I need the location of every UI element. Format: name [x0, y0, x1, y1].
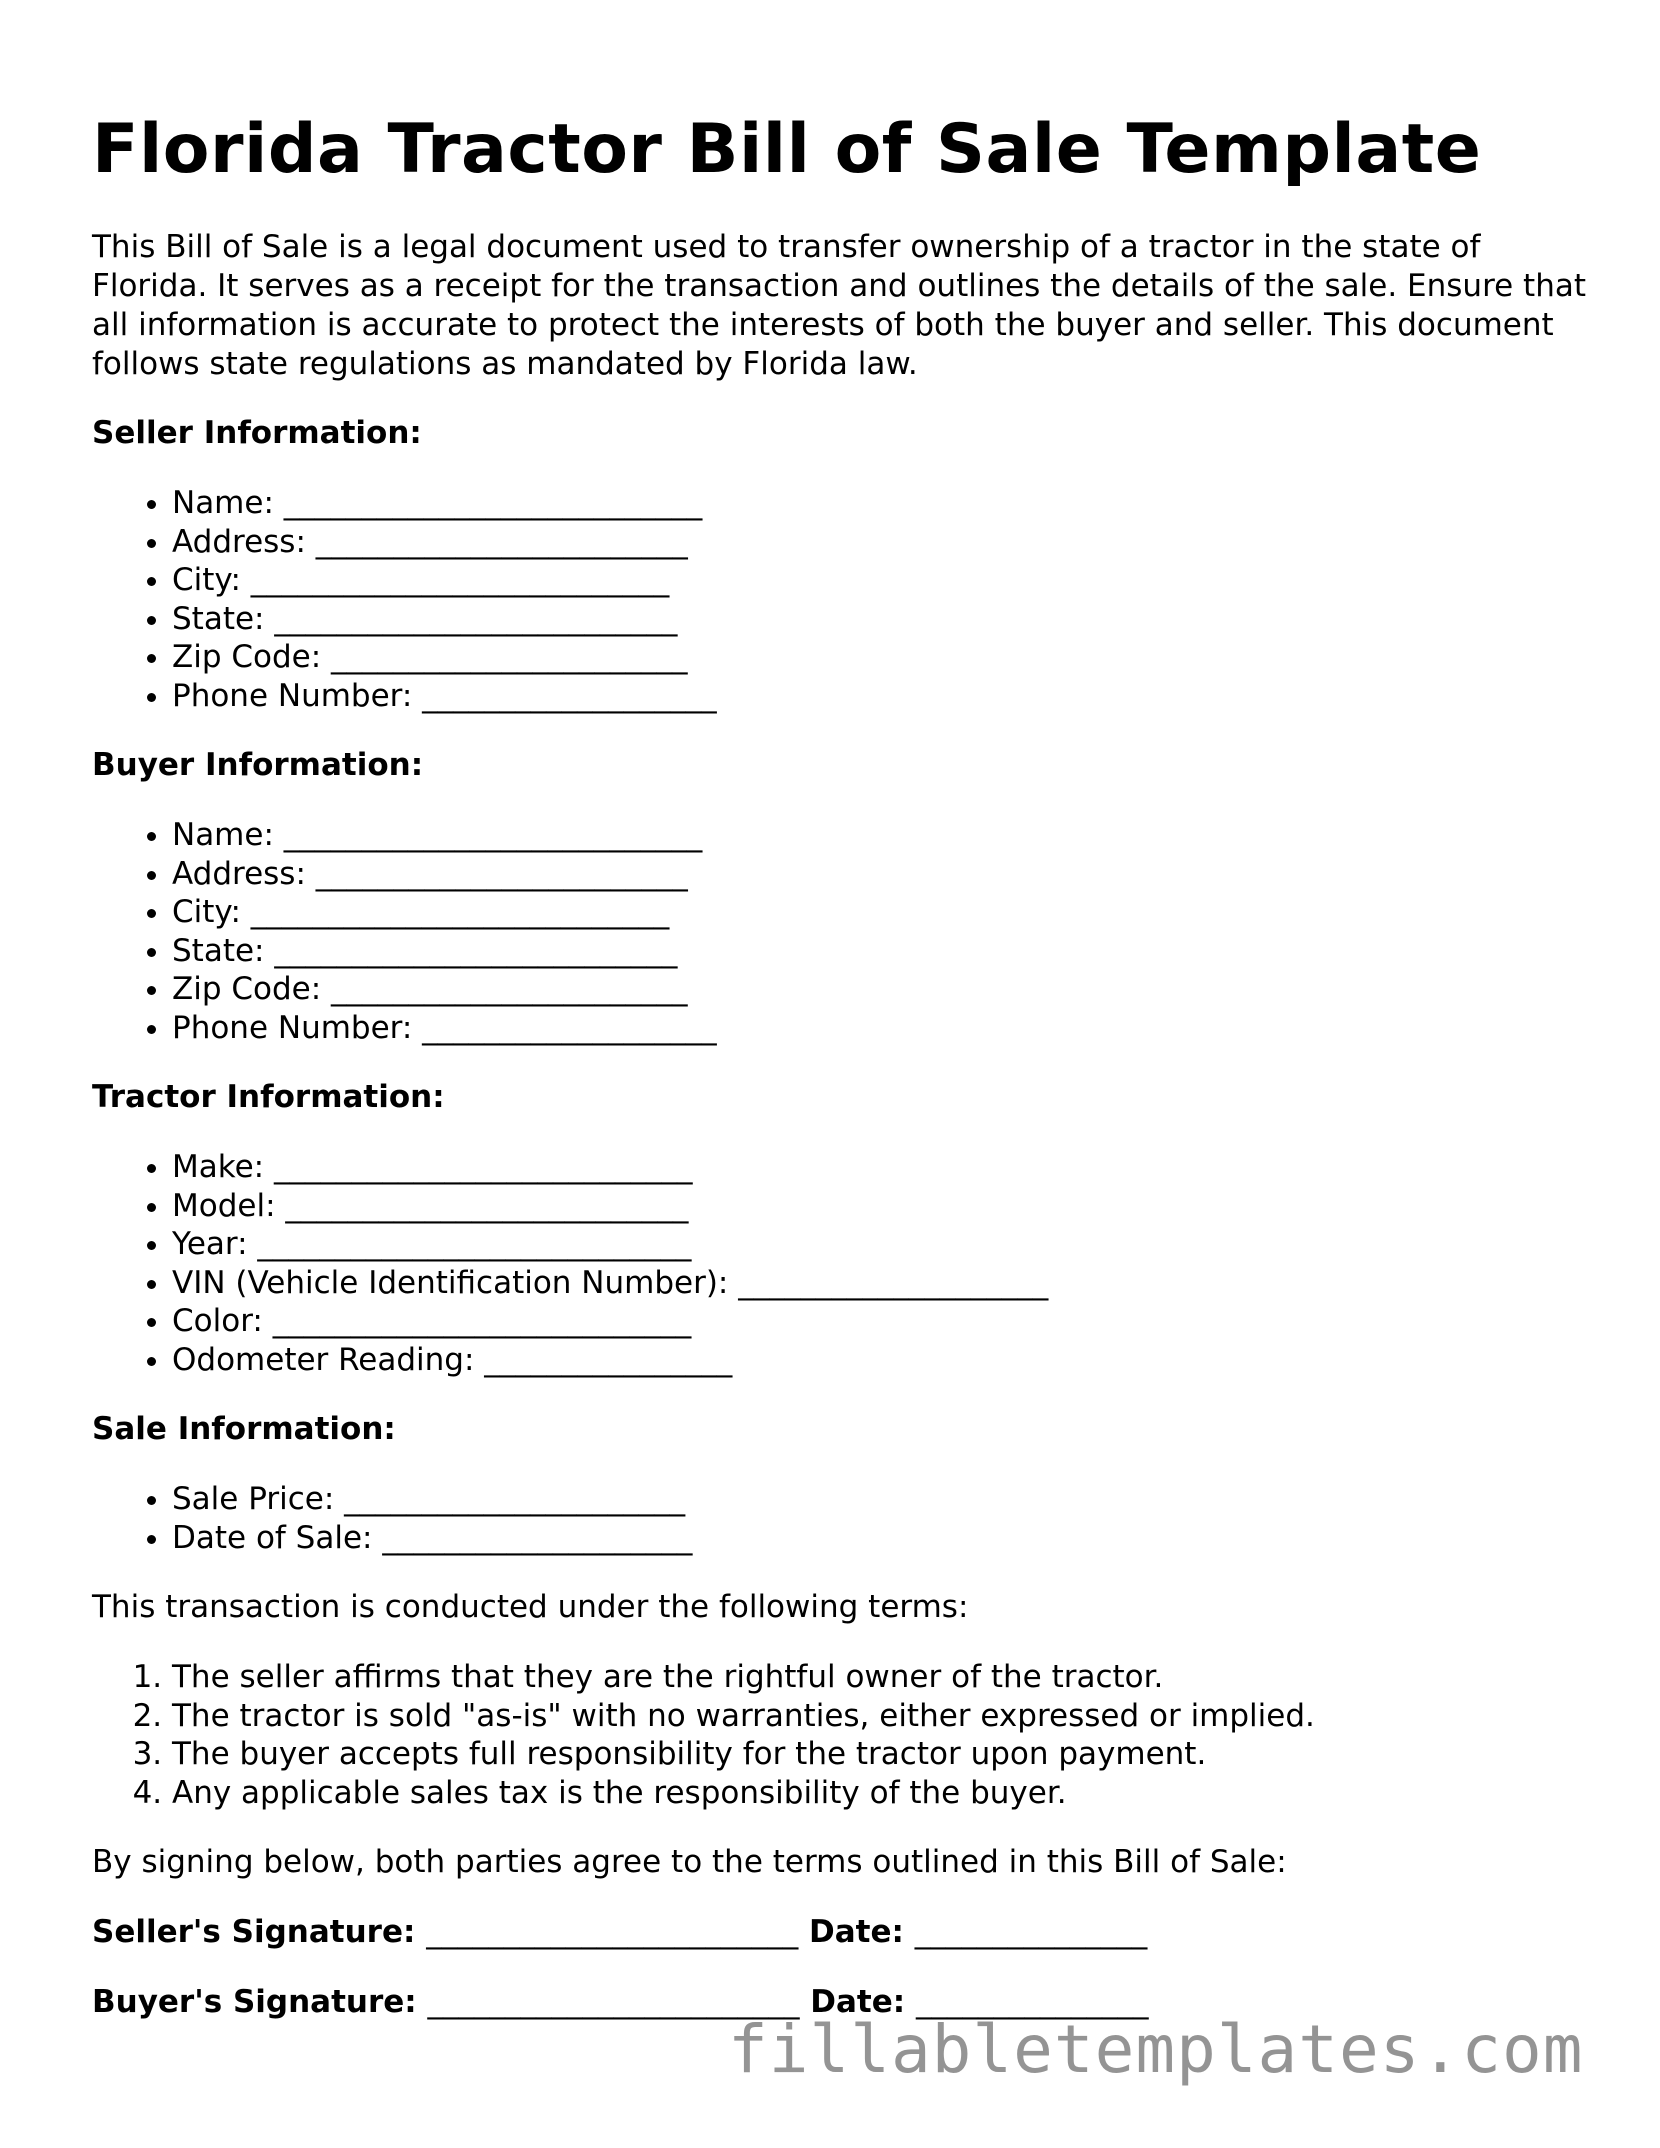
document-title: Florida Tractor Bill of Sale Template	[92, 110, 1482, 189]
seller-field-list	[92, 484, 1592, 715]
tractor-model-field: • Model: __________________________	[172, 1187, 1592, 1226]
tractor-vin-field: • VIN (Vehicle Identification Number): ____________________	[172, 1264, 1592, 1303]
seller-signature-blank: ________________________	[426, 1914, 799, 1950]
tractor-odometer-field: • Odometer Reading: ________________	[172, 1341, 1592, 1380]
tractor-color-field: • Color: ___________________________	[172, 1302, 1592, 1341]
document-page	[92, 110, 1592, 2053]
buyer-section-heading: Buyer Information:	[92, 747, 424, 783]
tractor-make-field: • Make: ___________________________	[172, 1148, 1592, 1187]
seller-zip-field: • Zip Code: _______________________	[172, 638, 1592, 677]
seller-section-heading: Seller Information:	[92, 415, 422, 451]
terms-intro: This transaction is conducted under the following terms:	[92, 1589, 969, 1625]
term-item: 3. The buyer accepts full responsibility for the tractor upon payment.	[172, 1735, 1592, 1774]
seller-date-label: Date:	[808, 1914, 904, 1950]
sale-price-field: • Sale Price: ______________________	[172, 1480, 1592, 1519]
term-item: 4. Any applicable sales tax is the responsibility of the buyer.	[172, 1774, 1592, 1813]
term-item: 2. The tractor is sold "as-is" with no warranties, either expressed or implied.	[172, 1697, 1592, 1736]
seller-name-field: • Name: ___________________________	[172, 484, 1592, 523]
buyer-date-blank: _______________	[915, 1984, 1149, 2020]
buyer-city-field: • City: ___________________________	[172, 893, 1592, 932]
signing-intro: By signing below, both parties agree to the terms outlined in this Bill of Sale:	[92, 1844, 1287, 1880]
buyer-field-list	[92, 816, 1592, 1047]
seller-address-field: • Address: ________________________	[172, 523, 1592, 562]
seller-state-field: • State: __________________________	[172, 600, 1592, 639]
sale-field-list	[92, 1480, 1592, 1557]
seller-date-blank: _______________	[914, 1914, 1148, 1950]
tractor-section-heading: Tractor Information:	[92, 1079, 445, 1115]
buyer-state-field: • State: __________________________	[172, 932, 1592, 971]
terms-list	[92, 1658, 1592, 1812]
tractor-year-field: • Year: ____________________________	[172, 1225, 1592, 1264]
sale-date-field: • Date of Sale: ____________________	[172, 1519, 1592, 1558]
buyer-zip-field: • Zip Code: _______________________	[172, 970, 1592, 1009]
buyer-name-field: • Name: ___________________________	[172, 816, 1592, 855]
seller-phone-field: • Phone Number: ___________________	[172, 677, 1592, 716]
seller-signature-label: Seller's Signature:	[92, 1914, 416, 1950]
buyer-signature-blank: ________________________	[427, 1984, 800, 2020]
intro-paragraph: This Bill of Sale is a legal document used to transfer ownership of a tractor in the state of Florida. It serves as a receipt for the transaction and outlines the details of the sale. Ensure that all information is accurate to protect the interests of both the buyer and seller. This document follows state regulations as mandated by Florida law.	[92, 229, 1587, 382]
tractor-field-list	[92, 1148, 1592, 1379]
watermark-text: fillabletemplates.com	[728, 2011, 1584, 2088]
sale-section-heading: Sale Information:	[92, 1411, 396, 1447]
buyer-phone-field: • Phone Number: ___________________	[172, 1009, 1592, 1048]
buyer-date-label: Date:	[810, 1984, 906, 2020]
seller-signature-line	[92, 1913, 1592, 1952]
buyer-address-field: • Address: ________________________	[172, 855, 1592, 894]
seller-city-field: • City: ___________________________	[172, 561, 1592, 600]
buyer-signature-label: Buyer's Signature:	[92, 1984, 417, 2020]
term-item: 1. The seller affirms that they are the rightful owner of the tractor.	[172, 1658, 1592, 1697]
